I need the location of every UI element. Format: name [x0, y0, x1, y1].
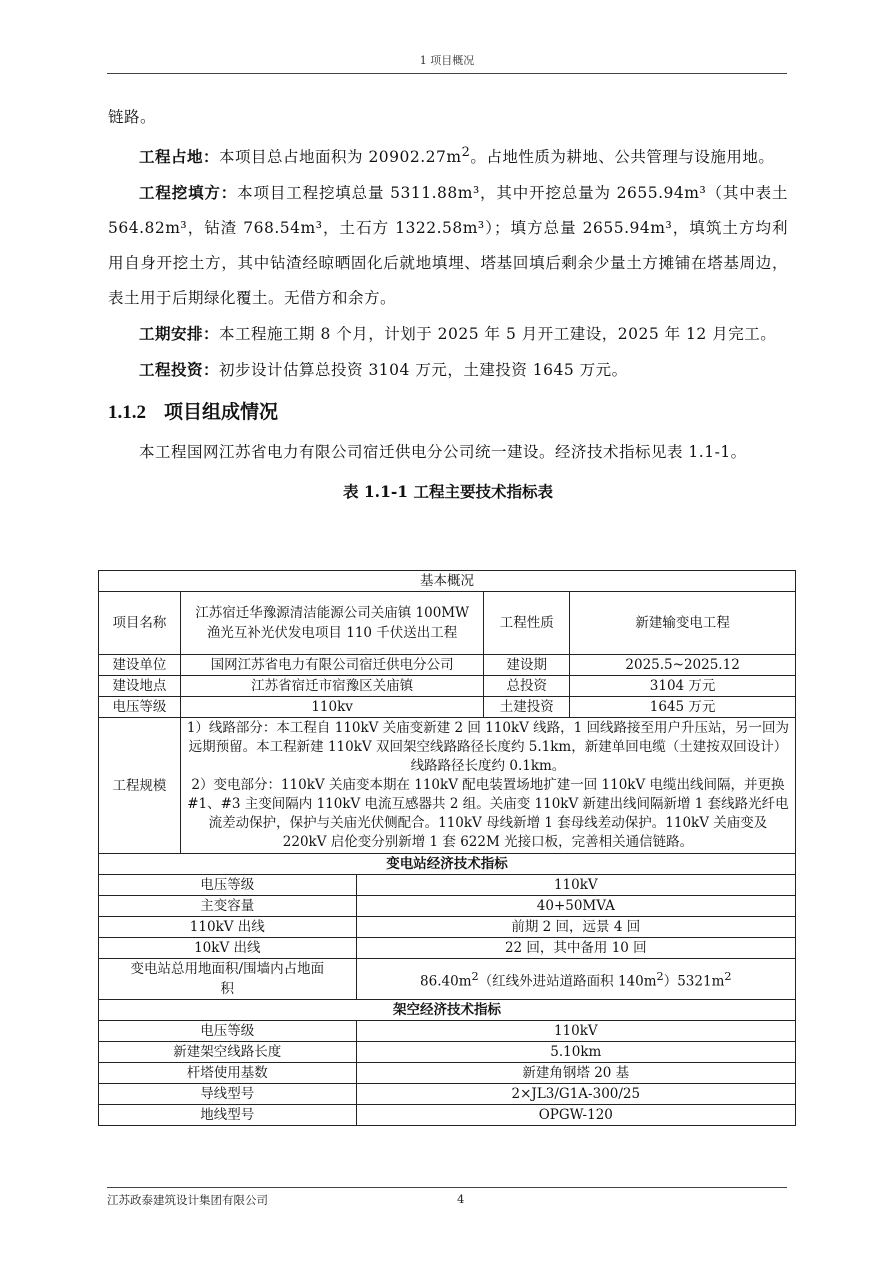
- unit-label: 建设单位: [99, 655, 181, 676]
- area-value: [356, 959, 795, 1000]
- substation-header-cell: 变电站经济技术指标: [99, 854, 796, 875]
- table-row: [99, 938, 796, 959]
- table-row: [99, 697, 796, 718]
- table-row: [99, 1000, 796, 1021]
- substation-row-value: 22 回，其中备用 10 回: [356, 938, 795, 959]
- body-content: [108, 100, 788, 514]
- overhead-row-label: 地线型号: [99, 1105, 357, 1126]
- scope-value: [180, 718, 795, 854]
- overhead-row-value: 2×JL3/G1A-300/25: [356, 1084, 795, 1105]
- section-title: 项目组成情况: [164, 401, 279, 424]
- table-row: [99, 676, 796, 697]
- land-use-text-a: 本项目总占地面积为 20902.27m: [219, 148, 462, 167]
- invest-label: 总投资: [484, 676, 570, 697]
- paragraph-land-use: [108, 135, 788, 175]
- paragraph-intro: 本工程国网江苏省电力有限公司宿迁供电分公司统一建设。经济技术指标见表 1.1-1。: [139, 443, 747, 462]
- paragraph-earthwork: [108, 175, 788, 316]
- project-name-value: 江苏宿迁华豫源清洁能源公司关庙镇 100MW 渔光互补光伏发电项目 110 千伏送出工程: [180, 592, 483, 655]
- land-use-label: 工程占地：: [139, 147, 220, 167]
- page-header: [107, 52, 787, 74]
- area-value-a: 86.40m: [420, 973, 472, 990]
- investment-label: 工程投资：: [139, 360, 220, 380]
- scope-label: 工程规模: [99, 718, 181, 854]
- civil-value: 1645 万元: [570, 697, 796, 718]
- overhead-row-value: 5.10km: [356, 1042, 795, 1063]
- civil-label: 土建投资: [484, 697, 570, 718]
- paragraph-investment: [108, 352, 788, 388]
- table-row: [99, 592, 796, 655]
- substation-row-label: 10kV 出线: [99, 938, 357, 959]
- scope-substation-part: 2）变电部分：110kV 关庙变本期在 110kV 配电装置场地扩建一回 110kV 电缆出线间隔，并更换#1、#3 主变间隔内 110kV 电流互感器共 2 组。关庙变 110kV 新建出线间隔新增 1 套线路光纤电流差动保护，保护与关庙光伏侧配合。110kV 母线新增 1 套母线差动保护。110kV 关庙变及 220kV 启伦变分别新增 1 套 622M 光接口板，完善相关通信链路。: [187, 777, 789, 850]
- nature-value: 新建输变电工程: [570, 592, 796, 655]
- table-row: [99, 1042, 796, 1063]
- investment-text: 初步设计估算总投资 3104 万元，土建投资 1645 万元。: [219, 361, 628, 380]
- page-footer: [107, 1187, 787, 1208]
- paragraph-schedule: [108, 316, 788, 352]
- schedule-label: 工期安排：: [139, 324, 220, 344]
- nature-label: 工程性质: [484, 592, 570, 655]
- paragraph-continuation: 链路。: [108, 108, 157, 126]
- earthwork-text: 本项目工程挖填总量 5311.88m³，其中开挖总量为 2655.94m³（其中表土 564.82m³，钻渣 768.54m³，土石方 1322.58m³）；填方总量 2655.94m³，填筑土方均利用自身开挖土方，其中钻渣经晾晒固化后就地填埋、塔基回填后剩余少量土方摊铺在塔基周边，表土用于后期绿化覆土。无借方和余方。: [108, 184, 788, 308]
- table-row: [99, 718, 796, 854]
- overhead-row-label: 电压等级: [99, 1021, 357, 1042]
- substation-row-label: 主变容量: [99, 896, 357, 917]
- area-sup: 2: [724, 969, 732, 983]
- substation-row-value: 40+50MVA: [356, 896, 795, 917]
- substation-row-label: 电压等级: [99, 875, 357, 896]
- voltage-label: 电压等级: [99, 697, 181, 718]
- overhead-row-label: 导线型号: [99, 1084, 357, 1105]
- schedule-text: 本工程施工期 8 个月，计划于 2025 年 5 月开工建设，2025 年 12 月完工。: [219, 325, 777, 344]
- earthwork-label: 工程挖填方：: [139, 183, 238, 203]
- table-row: [99, 1021, 796, 1042]
- project-name-label: 项目名称: [99, 592, 181, 655]
- table-title: 表 1.1-1 工程主要技术指标表: [343, 482, 553, 502]
- table-row: [99, 875, 796, 896]
- area-label: 变电站总用地面积/围墙内占地面积: [99, 959, 357, 1000]
- land-use-text-b: 。占地性质为耕地、公共管理与设施用地。: [470, 148, 775, 167]
- header-title: 1 项目概况: [419, 54, 475, 67]
- overhead-row-value: 新建角钢塔 20 基: [356, 1063, 795, 1084]
- period-value: 2025.5~2025.12: [570, 655, 796, 676]
- table-row: [99, 1084, 796, 1105]
- table-row: [99, 655, 796, 676]
- section-number: 1.1.2: [108, 402, 146, 424]
- overhead-header-cell: 架空经济技术指标: [99, 1000, 796, 1021]
- scope-line-part: 1）线路部分：本工程自 110kV 关庙变新建 2 回 110kV 线路，1 回线路接至用户升压站，另一回为远期预留。本工程新建 110kV 双回架空线路路径长度约 5.1km，新建单回电缆（土建按双回设计）线路路径长度约 0.1km。: [186, 720, 790, 774]
- table-row: [99, 1063, 796, 1084]
- table-row: [99, 917, 796, 938]
- table-row: [99, 959, 796, 1000]
- period-label: 建设期: [484, 655, 570, 676]
- table-row: [99, 896, 796, 917]
- footer-company: 江苏政泰建筑设计集团有限公司: [107, 1193, 268, 1207]
- table-row: [99, 571, 796, 592]
- location-label: 建设地点: [99, 676, 181, 697]
- land-use-sup: 2: [461, 145, 471, 160]
- section-heading: [108, 394, 788, 431]
- basic-header-cell: 基本概况: [99, 571, 796, 592]
- voltage-value: 110kv: [180, 697, 483, 718]
- area-sup: 2: [656, 969, 664, 983]
- substation-row-value: 前期 2 回，远景 4 回: [356, 917, 795, 938]
- invest-value: 3104 万元: [570, 676, 796, 697]
- tech-indicators-table: [98, 570, 796, 1126]
- overhead-row-label: 新建架空线路长度: [99, 1042, 357, 1063]
- substation-row-value: 110kV: [356, 875, 795, 896]
- unit-value: 国网江苏省电力有限公司宿迁供电分公司: [180, 655, 483, 676]
- substation-row-label: 110kV 出线: [99, 917, 357, 938]
- table-row: [99, 854, 796, 875]
- area-value-c: ）5321m: [663, 973, 725, 990]
- overhead-row-value: 110kV: [356, 1021, 795, 1042]
- overhead-row-label: 杆塔使用基数: [99, 1063, 357, 1084]
- area-value-b: （红线外进站道路面积 140m: [478, 973, 657, 990]
- overhead-row-value: OPGW-120: [356, 1105, 795, 1126]
- page-number: 4: [457, 1192, 465, 1206]
- table-row: [99, 1105, 796, 1126]
- area-sup: 2: [471, 969, 479, 983]
- location-value: 江苏省宿迁市宿豫区关庙镇: [180, 676, 483, 697]
